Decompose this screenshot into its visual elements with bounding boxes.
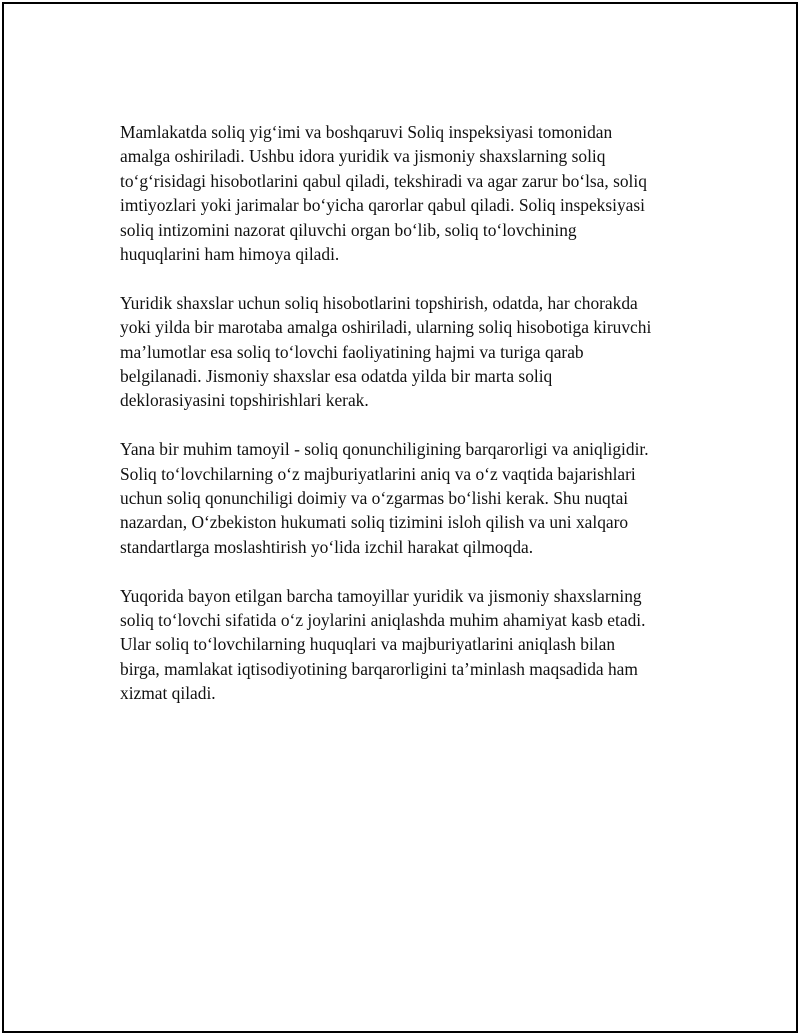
paragraph-line: huquqlarini ham himoya qiladi. [120, 244, 340, 265]
paragraph-line: soliq to‘lovchi sifatida o‘z joylarini aniqlashda muhim ahamiyat kasb etadi. [120, 610, 646, 631]
paragraph-line: Ular soliq to‘lovchilarning huquqlari va majburiyatlarini aniqlash bilan [120, 634, 616, 655]
paragraph-2 [120, 291, 700, 413]
paragraph-line: Yuridik shaxslar uchun soliq hisobotlarini topshirish, odatda, har chorakda [120, 292, 638, 313]
paragraph-line: amalga oshiriladi. Ushbu idora yuridik va jismoniy shaxslarning soliq [120, 146, 606, 167]
paragraph-line: nazardan, O‘zbekiston hukumati soliq tizimini isloh qilish va uni xalqaro [120, 512, 629, 533]
paragraph-line: Yuqorida bayon etilgan barcha tamoyillar yuridik va jismoniy shaxslarning [120, 585, 642, 606]
paragraph-4 [120, 584, 700, 706]
paragraph-line: ma’lumotlar esa soliq to‘lovchi faoliyatining hajmi va turiga qarab [120, 341, 584, 362]
paragraph-line: soliq intizomini nazorat qiluvchi organ bo‘lib, soliq to‘lovchining [120, 219, 577, 240]
document-page [2, 2, 798, 1033]
paragraph-line: xizmat qiladi. [120, 683, 216, 704]
paragraph-line: standartlarga moslashtirish yo‘lida izchil harakat qilmoqda. [120, 536, 534, 557]
paragraph-3 [120, 437, 700, 559]
paragraph-line: birga, mamlakat iqtisodiyotining barqarorligini ta’minlash maqsadida ham [120, 658, 638, 679]
paragraph-line: imtiyozlari yoki jarimalar bo‘yicha qarorlar qabul qiladi. Soliq inspeksiyasi [120, 195, 645, 216]
paragraph-line: Mamlakatda soliq yig‘imi va boshqaruvi Soliq inspeksiyasi tomonidan [120, 122, 613, 142]
paragraph-line: deklorasiyasini topshirishlari kerak. [120, 390, 369, 411]
paragraph-line: belgilanadi. Jismoniy shaxslar esa odatda yilda bir marta soliq [120, 366, 553, 387]
document-body [120, 120, 700, 730]
paragraph-line: uchun soliq qonunchiligi doimiy va o‘zgarmas bo‘lishi kerak. Shu nuqtai [120, 488, 629, 509]
paragraph-line: Soliq to‘lovchilarning o‘z majburiyatlarini aniq va o‘z vaqtida bajarishlari [120, 463, 636, 484]
paragraph-line: to‘g‘risidagi hisobotlarini qabul qiladi, tekshiradi va agar zarur bo‘lsa, soliq [120, 170, 647, 191]
paragraph-line: yoki yilda bir marotaba amalga oshiriladi, ularning soliq hisobotiga kiruvchi [120, 317, 652, 338]
paragraph-line: Yana bir muhim tamoyil - soliq qonunchiligining barqarorligi va aniqligidir. [120, 439, 649, 460]
paragraph-1 [120, 120, 700, 266]
